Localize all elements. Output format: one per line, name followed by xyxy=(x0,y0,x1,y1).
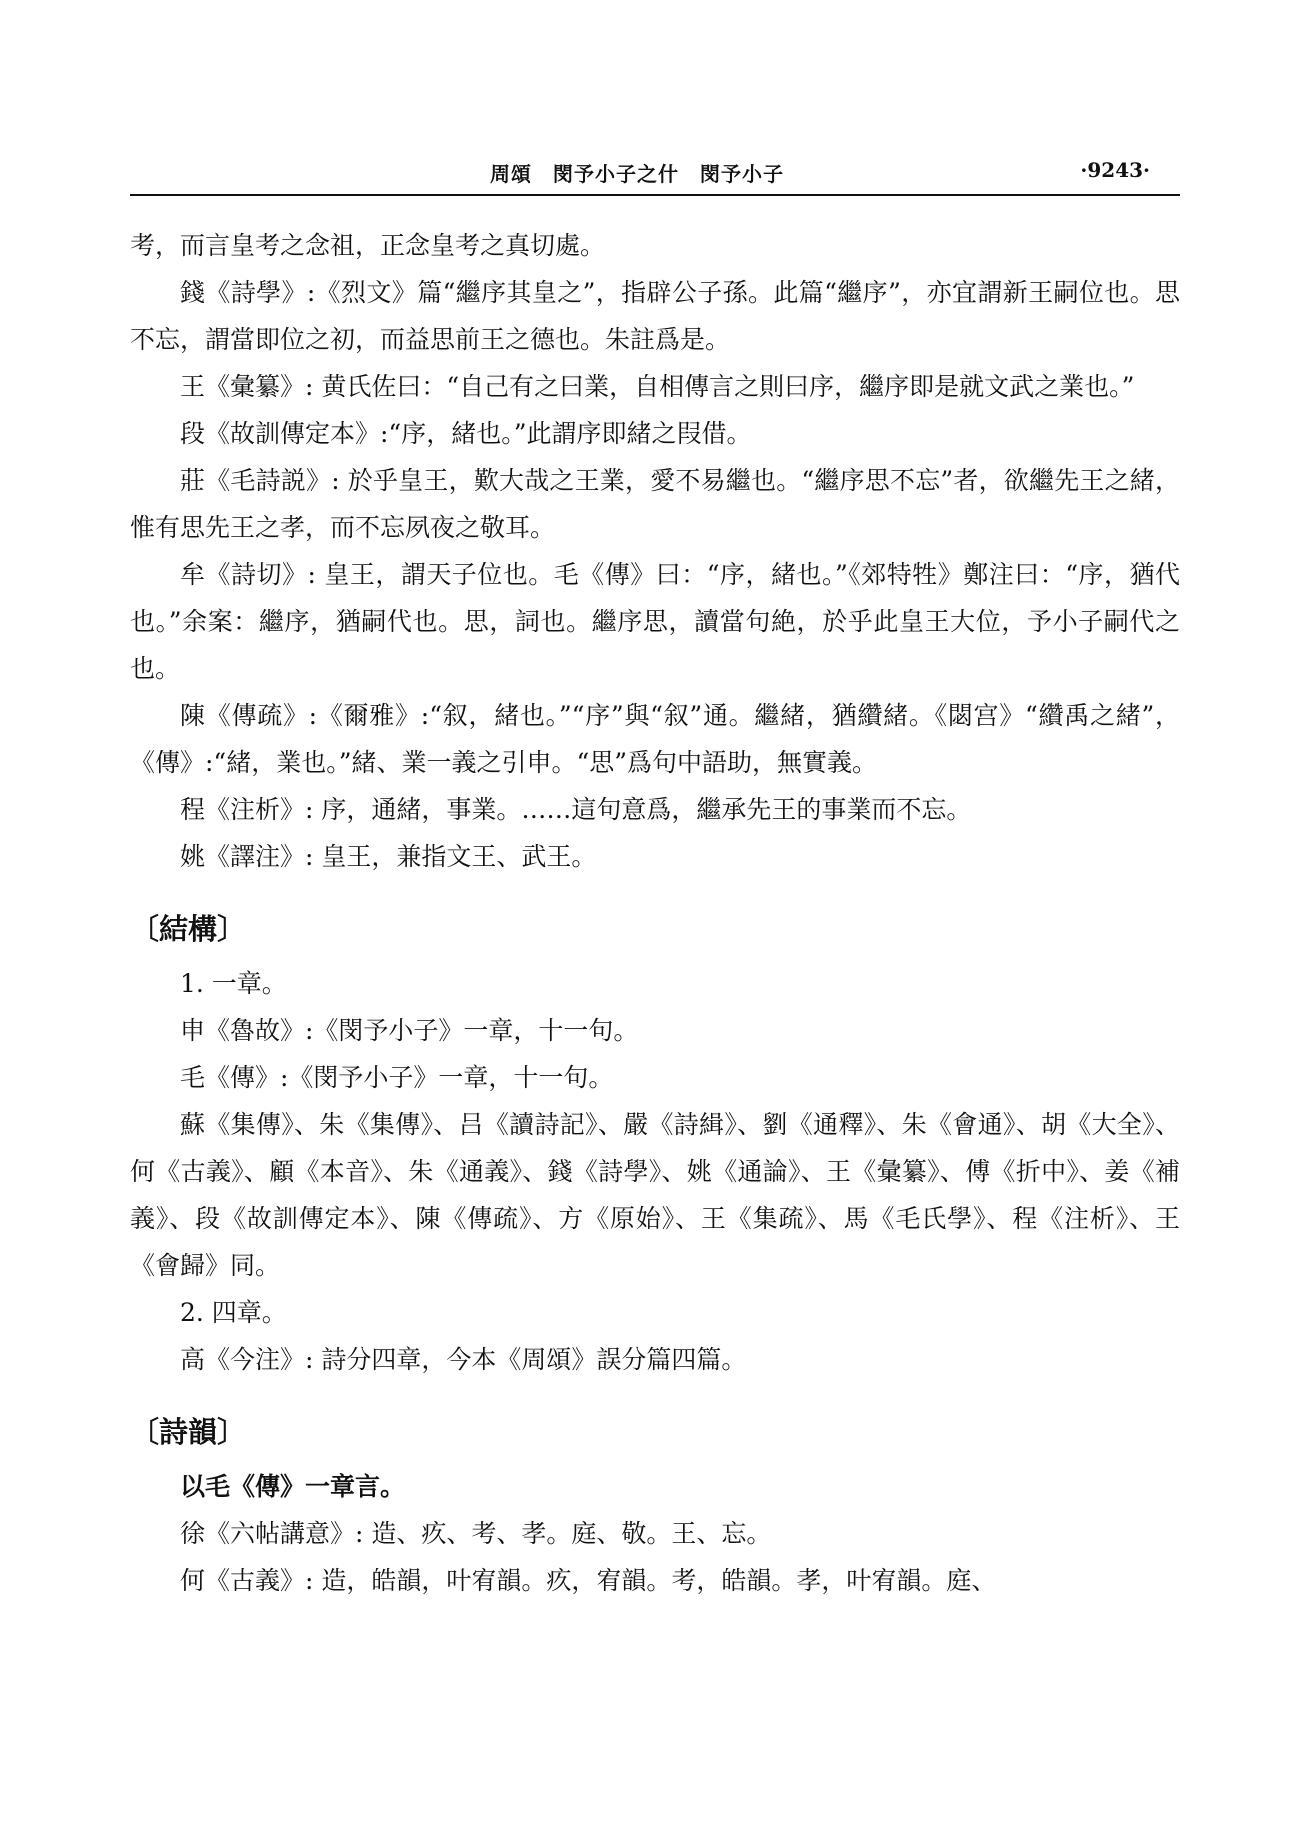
page-number: ·9243· xyxy=(1080,158,1150,182)
running-title: 周頌 閔予小子之什 閔予小子 xyxy=(490,162,784,186)
paragraph-duan: 段《故訓傳定本》:“序，緒也。”此謂序即緒之叚借。 xyxy=(180,419,752,448)
paragraph-same-list: 蘇《集傳》、朱《集傳》、吕《讀詩記》、嚴《詩緝》、劉《通釋》、朱《會通》、胡《大全》、何《古義》、顧《本音》、朱《通義》、錢《詩學》、姚《通論》、王《彙纂》、傅《折中》、姜《補義》、段《故訓傳定本》、陳《傳疏》、方《原始》、王《集疏》、馬《毛氏學》、程《注析》、王《會歸》同。 xyxy=(130,1110,1180,1280)
paragraph-he: 何《古義》: 造，皓韻，叶宥韻。疚，宥韻。考，皓韻。孝，叶宥韻。庭、 xyxy=(180,1566,997,1595)
paragraph-shen: 申《魯故》:《閔予小子》一章，十一句。 xyxy=(180,1016,639,1045)
structure-item-1: 1. 一章。 xyxy=(180,969,287,998)
paragraph-mao: 毛《傳》:《閔予小子》一章，十一句。 xyxy=(180,1063,614,1092)
structure-item-2: 2. 四章。 xyxy=(180,1298,287,1327)
header-rule xyxy=(130,194,1180,196)
paragraph-mou: 牟《詩切》: 皇王，謂天子位也。毛《傳》曰：“序，緒也。”《郊特牲》鄭注曰：“序，猶代也。”余案：繼序，猶嗣代也。思，詞也。繼序思，讀當句絶，於乎此皇王大位，予小子嗣代之也。 xyxy=(130,560,1180,683)
section-heading-rhyme: 〔詩韻〕 xyxy=(130,1415,247,1449)
paragraph-continuation: 考，而言皇考之念祖，正念皇考之真切處。 xyxy=(130,231,606,260)
paragraph-yao: 姚《譯注》: 皇王，兼指文王、武王。 xyxy=(180,842,597,871)
page-header xyxy=(130,152,1180,192)
paragraph-chen: 陳《傳疏》:《爾雅》:“叙，緒也。”“序”與“叙”通。繼緒，猶纘緒。《閟宫》“纘禹之緒”，《傳》:“緒，業也。”緒、業一義之引申。“思”爲句中語助，無實義。 xyxy=(130,701,1180,777)
section-heading-structure: 〔結構〕 xyxy=(130,912,247,946)
paragraph-qian: 錢《詩學》:《烈文》篇“繼序其皇之”，指辟公子孫。此篇“繼序”，亦宜謂新王嗣位也。思不忘，謂當即位之初，而益思前王之德也。朱註爲是。 xyxy=(130,278,1180,354)
page-body xyxy=(130,222,1180,1604)
paragraph-cheng: 程《注析》: 序，通緒，事業。……這句意爲，繼承先王的事業而不忘。 xyxy=(180,795,972,824)
paragraph-xu: 徐《六帖講意》: 造、疚、考、孝。庭、敬。王、忘。 xyxy=(180,1519,772,1548)
paragraph-wang-huizuan: 王《彙纂》: 黄氏佐曰：“自己有之曰業，自相傳言之則曰序，繼序即是就文武之業也。” xyxy=(180,372,1135,401)
paragraph-gao: 高《今注》: 詩分四章，今本《周頌》誤分篇四篇。 xyxy=(180,1345,747,1374)
rhyme-intro: 以毛《傳》一章言。 xyxy=(180,1472,406,1501)
paragraph-zhuang: 莊《毛詩説》: 於乎皇王，歎大哉之王業，愛不易繼也。“繼序思不忘”者，欲繼先王之緒，惟有思先王之孝，而不忘夙夜之敬耳。 xyxy=(130,466,1180,542)
